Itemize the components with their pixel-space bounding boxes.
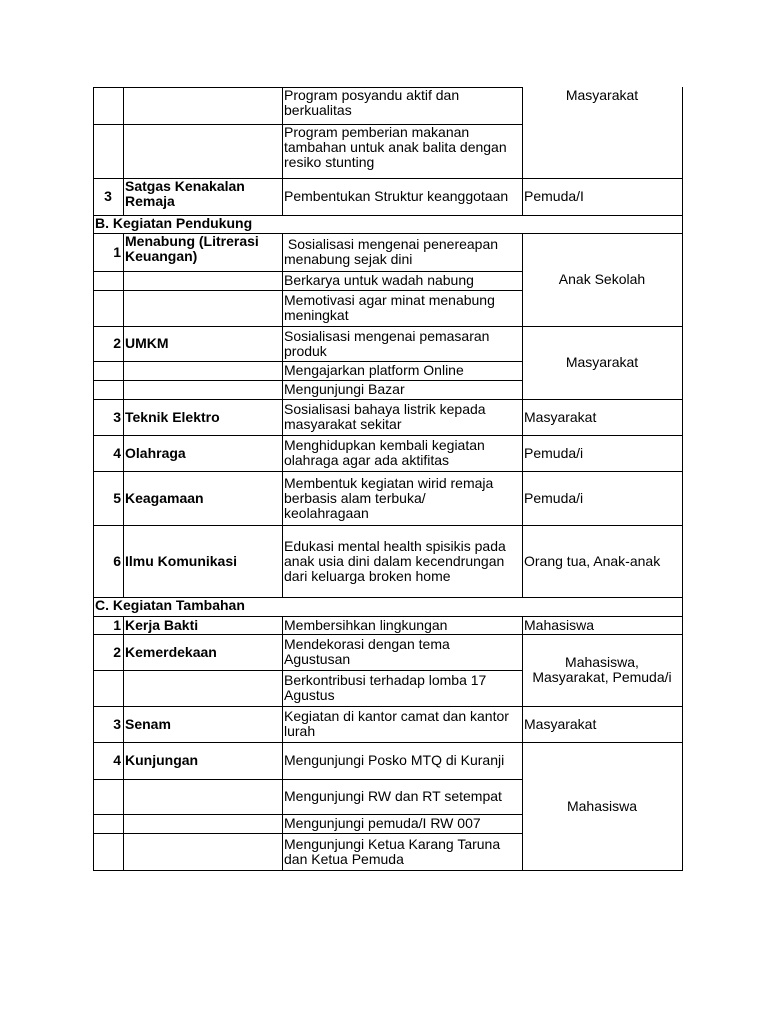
col-border bbox=[123, 399, 124, 435]
col-border bbox=[282, 525, 283, 597]
activity-cell: Kegiatan di kantor camat dan kantor lurah bbox=[284, 708, 509, 739]
activity-name: Kerja Bakti bbox=[125, 617, 199, 633]
target-cell: Mahasiswa, Masyarakat, Pemuda/i bbox=[532, 654, 672, 685]
col-border bbox=[282, 706, 283, 742]
row-number: 4 bbox=[113, 445, 121, 461]
activity-table bbox=[93, 87, 683, 870]
col-border bbox=[123, 706, 124, 742]
col-border bbox=[282, 435, 283, 471]
row-number: 3 bbox=[113, 716, 121, 732]
col-border bbox=[123, 87, 124, 215]
activity-cell: Edukasi mental health spisikis pada anak usia dini dalam kecendrungan dari keluarga broken home bbox=[284, 538, 506, 584]
activity-name: Senam bbox=[125, 716, 171, 732]
row-border bbox=[93, 326, 683, 327]
col-border bbox=[522, 87, 523, 215]
row-number: 2 bbox=[113, 335, 121, 351]
col-border bbox=[522, 471, 523, 525]
activity-cell: Membersihkan lingkungan bbox=[284, 617, 448, 633]
col-border bbox=[282, 399, 283, 435]
row-number: 3 bbox=[113, 409, 121, 425]
col-border bbox=[123, 525, 124, 597]
activity-name: Satgas Kenakalan Remaja bbox=[125, 178, 245, 209]
col-border bbox=[123, 435, 124, 471]
target-cell: Masyarakat bbox=[524, 409, 597, 425]
activity-cell: Memotivasi agar minat menabung meningkat bbox=[284, 292, 495, 323]
col-border bbox=[282, 471, 283, 525]
row-border bbox=[93, 471, 683, 472]
target-cell: Masyarakat bbox=[524, 716, 597, 732]
activity-cell: Berkarya untuk wadah nabung bbox=[284, 272, 474, 288]
col-border bbox=[522, 326, 523, 399]
col-border bbox=[282, 233, 283, 326]
target-cell: Masyarakat bbox=[565, 354, 639, 370]
activity-cell: Mendekorasi dengan tema Agustusan bbox=[284, 636, 450, 667]
activity-cell: Mengunjungi pemuda/I RW 007 bbox=[284, 815, 481, 831]
activity-cell: Menghidupkan kembali kegiatan olahraga agar ada aktifitas bbox=[284, 437, 485, 468]
col-border bbox=[522, 706, 523, 742]
row-number: 2 bbox=[113, 644, 121, 660]
activity-name: Kemerdekaan bbox=[125, 644, 217, 660]
row-number: 5 bbox=[113, 490, 121, 506]
row-border bbox=[93, 779, 523, 780]
activity-cell: Mengunjungi Ketua Karang Taruna dan Ketua Pemuda bbox=[284, 836, 501, 867]
target-cell: Pemuda/i bbox=[524, 445, 584, 461]
col-border bbox=[282, 742, 283, 870]
activity-cell: Mengunjungi Posko MTQ di Kuranji bbox=[284, 752, 505, 768]
table-left-border bbox=[93, 87, 94, 870]
activity-name: Kunjungan bbox=[125, 752, 199, 768]
activity-name: Ilmu Komunikasi bbox=[125, 553, 238, 569]
row-border bbox=[93, 525, 683, 526]
target-cell: Pemuda/I bbox=[524, 188, 584, 204]
col-border bbox=[522, 616, 523, 634]
section-header: B. Kegiatan Pendukung bbox=[95, 215, 253, 231]
activity-name: Keagamaan bbox=[125, 490, 204, 506]
row-border bbox=[93, 634, 683, 635]
col-border bbox=[282, 616, 283, 634]
activity-cell: Sosialisasi mengenai pemasaran produk bbox=[284, 328, 490, 359]
activity-cell: Mengunjungi RW dan RT setempat bbox=[284, 788, 502, 804]
row-border bbox=[93, 742, 683, 743]
col-border bbox=[123, 233, 124, 326]
col-border bbox=[522, 435, 523, 471]
table-right-border bbox=[682, 87, 683, 870]
activity-cell: Berkontribusi terhadap lomba 17 Agustus bbox=[284, 672, 487, 703]
activity-cell: Program posyandu aktif dan berkualitas bbox=[284, 87, 460, 118]
row-border bbox=[93, 435, 683, 436]
activity-name: Teknik Elektro bbox=[125, 409, 220, 425]
activity-cell: Sosialisasi bahaya listrik kepada masyarakat sekitar bbox=[284, 401, 486, 432]
target-cell: Mahasiswa bbox=[524, 617, 595, 633]
activity-cell: Membentuk kegiatan wirid remaja berbasis alam terbuka/ keolahragaan bbox=[284, 475, 494, 521]
row-border bbox=[93, 706, 683, 707]
row-border bbox=[93, 670, 523, 671]
activity-name: Menabung (Litrerasi Keuangan) bbox=[125, 233, 259, 264]
col-border bbox=[522, 399, 523, 435]
target-cell: Masyarakat bbox=[565, 87, 639, 103]
row-number: 6 bbox=[113, 553, 121, 569]
col-border bbox=[123, 616, 124, 634]
row-number: 1 bbox=[113, 617, 121, 633]
row-border bbox=[93, 833, 523, 834]
row-number: 3 bbox=[104, 188, 112, 204]
row-border bbox=[93, 290, 523, 291]
col-border bbox=[282, 87, 283, 215]
col-border bbox=[522, 525, 523, 597]
col-border bbox=[522, 742, 523, 870]
col-border bbox=[123, 742, 124, 870]
target-cell: Mahasiswa bbox=[566, 798, 638, 814]
activity-cell: Program pemberian makanan tambahan untuk anak balita dengan resiko stunting bbox=[284, 124, 507, 170]
row-number: 1 bbox=[113, 244, 121, 260]
activity-cell: Sosialisasi mengenai penereapan menabung sejak dini bbox=[284, 236, 499, 267]
row-border bbox=[93, 399, 683, 400]
target-cell: Anak Sekolah bbox=[558, 271, 646, 287]
section-header: C. Kegiatan Tambahan bbox=[95, 597, 245, 613]
row-number: 4 bbox=[113, 752, 121, 768]
col-border bbox=[282, 326, 283, 399]
target-cell: Pemuda/i bbox=[524, 490, 584, 506]
activity-name: Olahraga bbox=[125, 445, 186, 461]
col-border bbox=[123, 471, 124, 525]
activity-name: UMKM bbox=[125, 335, 169, 351]
activity-cell: Mengajarkan platform Online bbox=[284, 362, 464, 378]
col-border bbox=[522, 233, 523, 326]
target-cell: Orang tua, Anak-anak bbox=[524, 553, 661, 569]
row-border bbox=[93, 870, 683, 871]
activity-cell: Pembentukan Struktur keanggotaan bbox=[284, 188, 509, 204]
col-border bbox=[123, 326, 124, 399]
activity-cell: Mengunjungi Bazar bbox=[284, 381, 405, 397]
